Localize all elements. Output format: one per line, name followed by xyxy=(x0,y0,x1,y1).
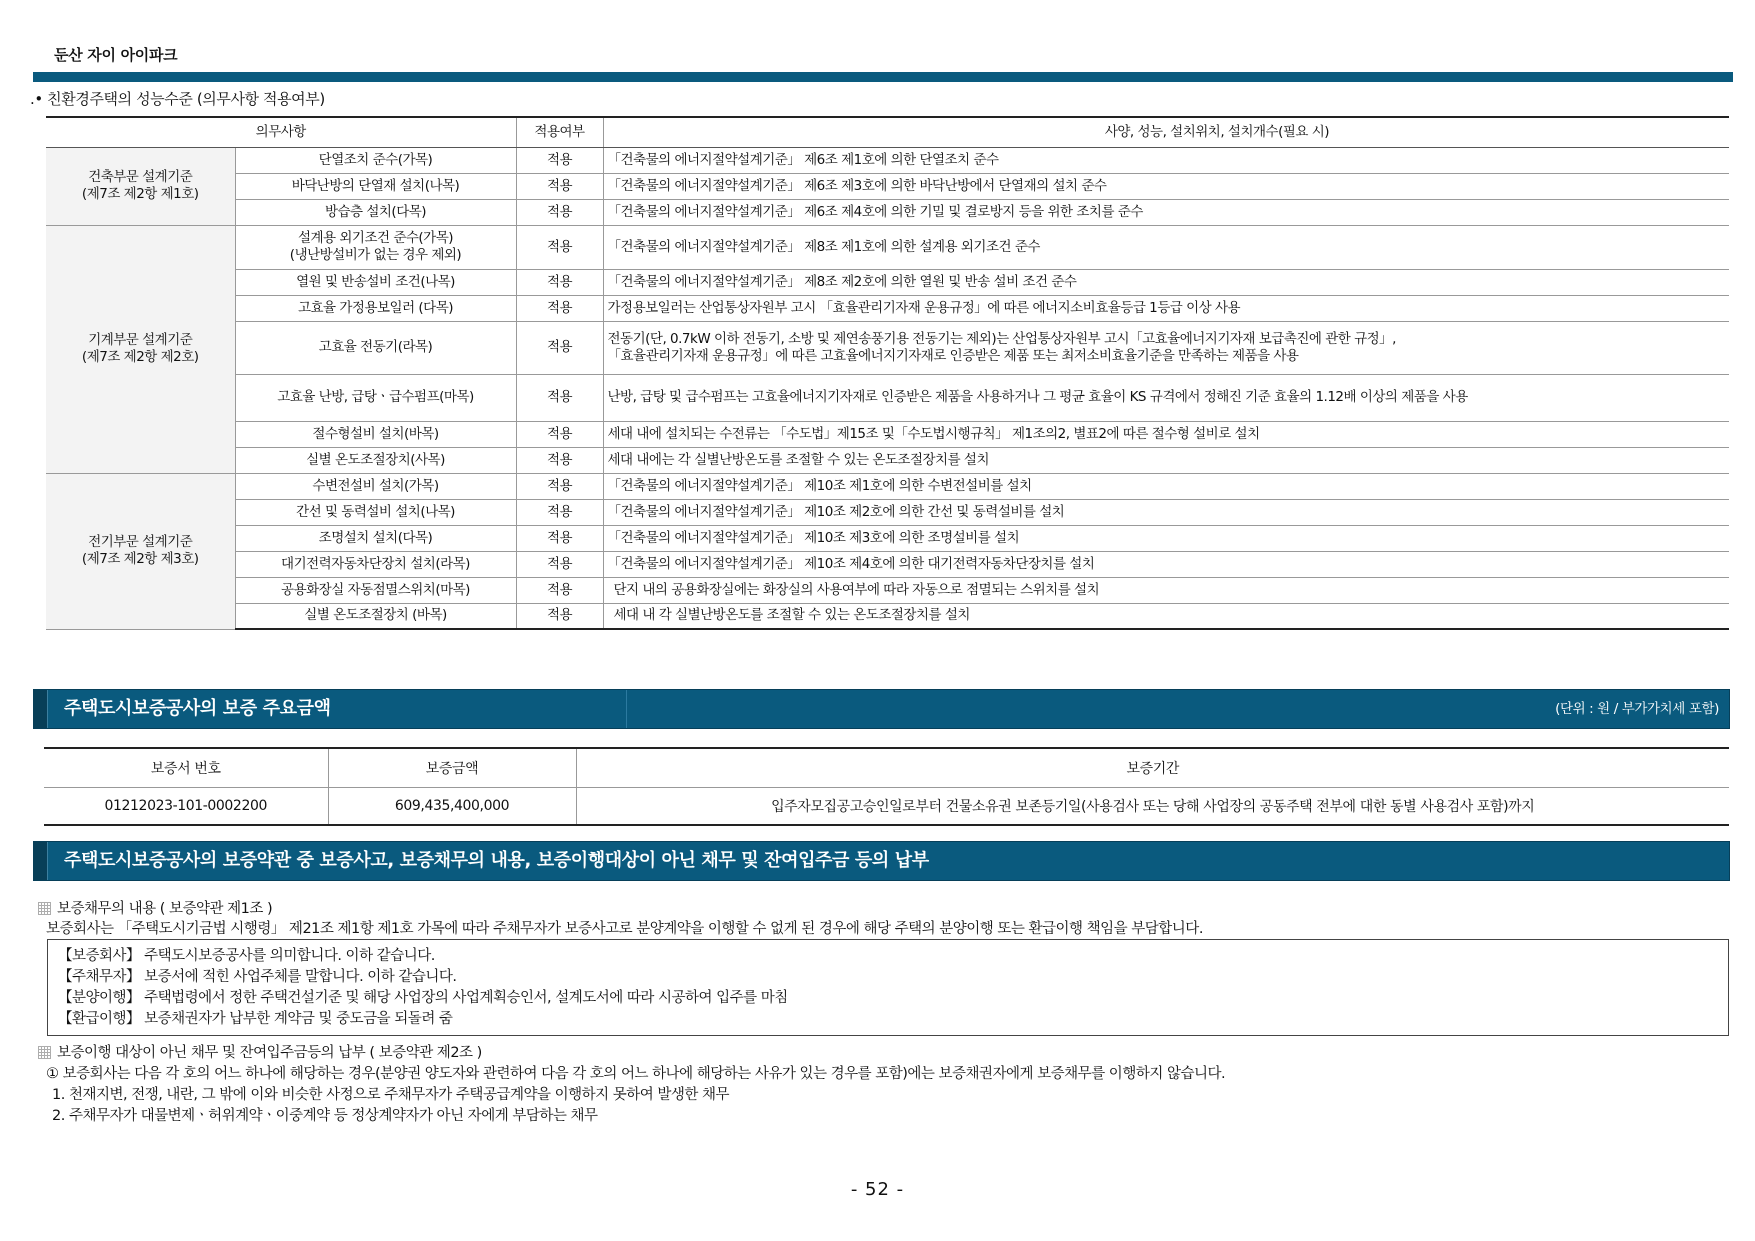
table-row xyxy=(46,421,1729,447)
item-cell: 대기전력자동차단장치 설치(라목) xyxy=(235,551,516,577)
category-clause: (제7조 제2항 제1호) xyxy=(81,186,199,202)
spec-cell: 「건축물의 에너지절약설계기준」 제8조 제1호에 의한 설계용 외기조건 준수 xyxy=(603,225,1729,269)
table-row xyxy=(46,225,1729,269)
item-cell: 조명설치 설치(다목) xyxy=(235,525,516,551)
guarantee-section-banner xyxy=(33,689,1730,729)
debt-heading xyxy=(38,899,272,919)
table-header-row xyxy=(44,748,1729,787)
apply-cell: 적용 xyxy=(516,269,603,295)
spec-cell: 세대 내 각 실별난방온도를 조절할 수 있는 온도조절장치를 설치 xyxy=(603,603,1729,629)
col-header-duty: 의무사항 xyxy=(46,117,516,147)
table-row xyxy=(46,499,1729,525)
item-cell: 수변전설비 설치(가목) xyxy=(235,473,516,499)
apply-cell: 적용 xyxy=(516,173,603,199)
item-cell: 고효율 가정용보일러 (다목) xyxy=(235,295,516,321)
spec-line: 전동기(단, 0.7kW 이하 전동기, 소방 및 제연송풍기용 전동기는 제외)는 산업통상자원부 고시「고효율에너지기자재 보급촉진에 관한 규정」, xyxy=(607,330,1396,347)
item-name: 설계용 외기조건 준수(가목) xyxy=(297,230,454,246)
table-row xyxy=(46,295,1729,321)
apply-cell: 적용 xyxy=(516,225,603,269)
spec-cell: 「건축물의 에너지절약설계기준」 제6조 제4호에 의한 기밀 및 결로방지 등을 위한 조치를 준수 xyxy=(603,199,1729,225)
table-row xyxy=(46,551,1729,577)
debt-heading-text: 보증채무의 내용 ( 보증약관 제1조 ) xyxy=(57,901,273,917)
item-cell: 고효율 전동기(라목) xyxy=(235,321,516,374)
table-row xyxy=(46,321,1729,374)
col-header-spec: 사양, 성능, 설치위치, 설치개수(필요 시) xyxy=(603,117,1729,147)
guarantee-unit-note: (단위 : 원 / 부가가치세 포함) xyxy=(1555,701,1719,717)
item-cell: 바닥난방의 단열재 설치(나목) xyxy=(235,173,516,199)
exclusion-heading-text: 보증이행 대상이 아닌 채무 및 잔여입주금등의 납부 ( 보증약관 제2조 ) xyxy=(57,1045,482,1061)
apply-cell: 적용 xyxy=(516,473,603,499)
apply-cell: 적용 xyxy=(516,499,603,525)
apply-cell: 적용 xyxy=(516,147,603,173)
performance-table xyxy=(46,116,1729,630)
guarantee-table xyxy=(44,747,1729,826)
item-note: (냉난방설비가 없는 경우 제외) xyxy=(289,247,462,263)
category-name: 기계부문 설계기준 xyxy=(88,332,193,348)
item-cell: 공용화장실 자동점멸스위치(마목) xyxy=(235,577,516,603)
table-row xyxy=(46,603,1729,629)
page-number: - 52 - xyxy=(850,1179,905,1200)
item-cell: 실별 온도조절장치 (바목) xyxy=(235,603,516,629)
table-row xyxy=(46,473,1729,499)
spec-cell: 난방, 급탕 및 급수펌프는 고효율에너지기자재로 인증받은 제품을 사용하거나 그 평균 효율이 KS 규격에서 정해진 기준 효율의 1.12배 이상의 제품을 사용 xyxy=(603,374,1729,421)
square-bullet-icon xyxy=(38,902,51,915)
spec-cell: 「건축물의 에너지절약설계기준」 제10조 제1호에 의한 수변전설비를 설치 xyxy=(603,473,1729,499)
spec-cell: 「건축물의 에너지절약설계기준」 제10조 제2호에 의한 간선 및 동력설비를 설치 xyxy=(603,499,1729,525)
document-title: 둔산 자이 아이파크 xyxy=(54,46,178,64)
table-row xyxy=(46,199,1729,225)
table-header-row xyxy=(46,117,1729,147)
spec-cell xyxy=(603,321,1729,374)
guarantee-period-cell: 입주자모집공고승인일로부터 건물소유권 보존등기일(사용검사 또는 당해 사업장의 공동주택 전부에 대한 동별 사용검사 포함)까지 xyxy=(576,787,1729,825)
performance-section-title: .• 친환경주택의 성능수준 (의무사항 적용여부) xyxy=(30,90,325,108)
definition-line: 【환급이행】 보증채권자가 납부한 계약금 및 중도금을 되돌려 줌 xyxy=(58,1011,453,1027)
table-row xyxy=(46,525,1729,551)
spec-cell: 가정용보일러는 산업통상자원부 고시 「효율관리기자재 운용규정」에 따른 에너지소비효율등급 1등급 이상 사용 xyxy=(603,295,1729,321)
category-cell xyxy=(46,147,235,225)
apply-cell: 적용 xyxy=(516,551,603,577)
guarantee-section-title: 주택도시보증공사의 보증 주요금액 xyxy=(64,698,331,719)
item-cell: 방습층 설치(다목) xyxy=(235,199,516,225)
exclusion-line: 1. 천재지변, 전쟁, 내란, 그 밖에 이와 비슷한 사정으로 주채무자가 주택공급계약을 이행하지 못하여 발생한 채무 xyxy=(52,1087,729,1103)
apply-cell: 적용 xyxy=(516,525,603,551)
table-row xyxy=(46,173,1729,199)
category-clause: (제7조 제2항 제3호) xyxy=(81,551,199,567)
spec-cell: 「건축물의 에너지절약설계기준」 제6조 제3호에 의한 바닥난방에서 단열재의 설치 준수 xyxy=(603,173,1729,199)
square-bullet-icon xyxy=(38,1046,51,1059)
apply-cell: 적용 xyxy=(516,321,603,374)
definition-line: 【주채무자】 보증서에 적힌 사업주체를 말합니다. 이하 같습니다. xyxy=(58,969,457,985)
debt-text: 보증회사는 「주택도시기금법 시행령」 제21조 제1항 제1호 가목에 따라 주채무자가 보증사고로 분양계약을 이행할 수 없게 된 경우에 해당 주택의 분양이행 또는 환급이행 책임을 부담합니다. xyxy=(46,921,1203,937)
apply-cell: 적용 xyxy=(516,577,603,603)
apply-cell: 적용 xyxy=(516,421,603,447)
col-header-guarantee-period: 보증기간 xyxy=(576,748,1729,787)
exclusion-heading xyxy=(38,1043,482,1063)
category-name: 전기부문 설계기준 xyxy=(88,534,193,550)
definitions-box xyxy=(47,939,1729,1036)
apply-cell: 적용 xyxy=(516,374,603,421)
item-cell: 고효율 난방, 급탕ㆍ급수펌프(마목) xyxy=(235,374,516,421)
category-cell xyxy=(46,473,235,629)
apply-cell: 적용 xyxy=(516,199,603,225)
exclusion-line: ① 보증회사는 다음 각 호의 어느 하나에 해당하는 경우(분양권 양도자와 관련하여 다음 각 호의 어느 하나에 해당하는 사유가 있는 경우를 포함)에는 보증채권자에게 보증채무를 이행하지 않습니다. xyxy=(46,1066,1226,1082)
item-cell: 간선 및 동력설비 설치(나목) xyxy=(235,499,516,525)
guarantee-no-cell: 01212023-101-0002200 xyxy=(44,787,328,825)
table-row xyxy=(46,269,1729,295)
definition-line: 【보증회사】 주택도시보증공사를 의미합니다. 이하 같습니다. xyxy=(58,948,435,964)
banner-divider xyxy=(626,690,627,728)
apply-cell: 적용 xyxy=(516,295,603,321)
apply-cell: 적용 xyxy=(516,447,603,473)
col-header-guarantee-no: 보증서 번호 xyxy=(44,748,328,787)
banner-accent xyxy=(34,690,48,728)
category-clause: (제7조 제2항 제2호) xyxy=(81,349,199,365)
item-cell xyxy=(235,225,516,269)
table-row xyxy=(44,787,1729,825)
spec-cell: 「건축물의 에너지절약설계기준」 제6조 제1호에 의한 단열조치 준수 xyxy=(603,147,1729,173)
spec-cell: 단지 내의 공용화장실에는 화장실의 사용여부에 따라 자동으로 점멸되는 스위치를 설치 xyxy=(603,577,1729,603)
category-name: 건축부문 설계기준 xyxy=(88,169,193,185)
category-cell xyxy=(46,225,235,473)
definition-line: 【분양이행】 주택법령에서 정한 주택건설기준 및 해당 사업장의 사업계획승인서, 설계도서에 따라 시공하여 입주를 마침 xyxy=(58,990,788,1006)
col-header-apply: 적용여부 xyxy=(516,117,603,147)
apply-cell: 적용 xyxy=(516,603,603,629)
spec-line: 「효율관리기자재 운용규정」에 따른 고효율에너지기자재로 인증받은 제품 또는 최저소비효율기준을 만족하는 제품을 사용 xyxy=(607,347,1299,364)
spec-cell: 세대 내에는 각 실별난방온도를 조절할 수 있는 온도조절장치를 설치 xyxy=(603,447,1729,473)
guarantee-amount-cell: 609,435,400,000 xyxy=(328,787,576,825)
table-row xyxy=(46,374,1729,421)
item-cell: 절수형설비 설치(바목) xyxy=(235,421,516,447)
header-rule xyxy=(33,72,1733,82)
spec-cell: 「건축물의 에너지절약설계기준」 제8조 제2호에 의한 열원 및 반송 설비 조건 준수 xyxy=(603,269,1729,295)
exclusion-line: 2. 주채무자가 대물변제ㆍ허위계약ㆍ이중계약 등 정상계약자가 아닌 자에게 부담하는 채무 xyxy=(52,1108,598,1124)
spec-cell: 「건축물의 에너지절약설계기준」 제10조 제4호에 의한 대기전력자동차단장치를 설치 xyxy=(603,551,1729,577)
item-cell: 열원 및 반송설비 조건(나목) xyxy=(235,269,516,295)
table-row xyxy=(46,577,1729,603)
terms-section-title: 주택도시보증공사의 보증약관 중 보증사고, 보증채무의 내용, 보증이행대상이 아닌 채무 및 잔여입주금 등의 납부 xyxy=(64,850,929,871)
table-row xyxy=(46,147,1729,173)
item-cell: 실별 온도조절장치(사목) xyxy=(235,447,516,473)
spec-cell: 「건축물의 에너지절약설계기준」 제10조 제3호에 의한 조명설비를 설치 xyxy=(603,525,1729,551)
table-row xyxy=(46,447,1729,473)
spec-cell: 세대 내에 설치되는 수전류는 「수도법」제15조 및「수도법시행규칙」 제1조의2, 별표2에 따른 절수형 설비로 설치 xyxy=(603,421,1729,447)
terms-section-banner xyxy=(33,841,1730,881)
item-cell: 단열조치 준수(가목) xyxy=(235,147,516,173)
banner-accent xyxy=(34,842,48,880)
col-header-guarantee-amount: 보증금액 xyxy=(328,748,576,787)
